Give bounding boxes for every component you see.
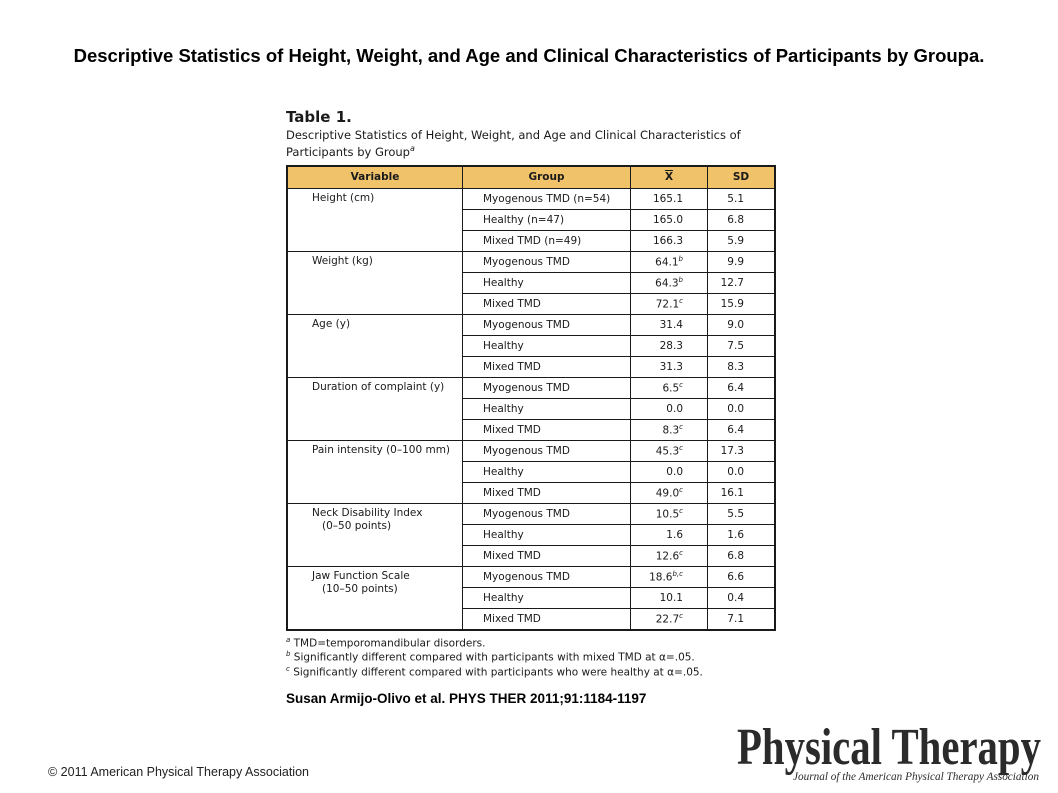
group-cell: Mixed TMD [463, 293, 631, 314]
physical-therapy-logo [733, 716, 1045, 788]
mean-value: 165.0 [652, 213, 683, 226]
mean-sup: c [679, 507, 683, 516]
variable-cell [287, 251, 463, 314]
mean-sup: b,c [672, 570, 683, 579]
sd-cell: 7.5 [708, 335, 776, 356]
mean-value: 45.3 [655, 445, 680, 458]
mean-sup: c [679, 444, 683, 453]
mean-value: 10.5 [655, 508, 680, 521]
group-cell: Mixed TMD [463, 356, 631, 377]
mean-cell [631, 230, 708, 251]
sd-cell: 1.6 [708, 524, 776, 545]
variable-cell [287, 566, 463, 630]
table-row [287, 314, 775, 335]
table-row [287, 503, 775, 524]
group-cell: Myogenous TMD (n=54) [463, 188, 631, 209]
variable-cell [287, 440, 463, 503]
group-cell: Mixed TMD [463, 608, 631, 630]
sd-cell: 8.3 [708, 356, 776, 377]
table-row [287, 440, 775, 461]
mean-cell [631, 398, 708, 419]
mean-cell [631, 545, 708, 566]
mean-cell [631, 356, 708, 377]
group-cell: Myogenous TMD [463, 251, 631, 272]
sd-cell: 6.6 [708, 566, 776, 587]
variable-cell [287, 314, 463, 377]
mean-value: 165.1 [652, 192, 683, 205]
footnote-mark: b [286, 650, 291, 659]
sd-cell: 6.4 [708, 419, 776, 440]
mean-cell [631, 566, 708, 587]
mean-value: 0.0 [666, 465, 683, 478]
sd-cell: 0.0 [708, 461, 776, 482]
sd-cell: 0.4 [708, 587, 776, 608]
variable-range: (0–50 points) [322, 519, 392, 532]
footnote-mark: c [286, 664, 290, 673]
mean-value: 6.5 [662, 382, 680, 395]
variable-name: Weight (kg) [312, 254, 373, 267]
mean-cell [631, 482, 708, 503]
group-cell: Myogenous TMD [463, 377, 631, 398]
footnote [286, 664, 776, 679]
mean-cell [631, 587, 708, 608]
footnote [286, 649, 776, 664]
sd-cell: 6.8 [708, 209, 776, 230]
group-cell: Mixed TMD [463, 545, 631, 566]
group-cell: Mixed TMD [463, 419, 631, 440]
variable-cell [287, 188, 463, 251]
mean-cell [631, 440, 708, 461]
group-cell: Healthy [463, 461, 631, 482]
citation: Susan Armijo-Olivo et al. PHYS THER 2011;91:1184-1197 [286, 691, 647, 706]
variable-name: Age (y) [312, 317, 351, 330]
sd-cell: 5.9 [708, 230, 776, 251]
table-row [287, 188, 775, 209]
table-row [287, 377, 775, 398]
mean-sup: c [679, 549, 683, 558]
mean-cell [631, 503, 708, 524]
table-label: Table 1. [286, 108, 352, 126]
mean-value: 1.6 [666, 528, 683, 541]
mean-cell [631, 272, 708, 293]
table-figure [286, 108, 776, 678]
logo-main-text: Physical Therapy [737, 719, 1041, 776]
table-row [287, 251, 775, 272]
copyright-notice: © 2011 American Physical Therapy Association [48, 765, 309, 779]
group-cell: Myogenous TMD [463, 503, 631, 524]
mean-sup: b [678, 276, 683, 285]
group-cell: Healthy (n=47) [463, 209, 631, 230]
group-cell: Mixed TMD (n=49) [463, 230, 631, 251]
mean-sup: c [679, 381, 683, 390]
sd-cell: 0.0 [708, 398, 776, 419]
mean-value: 0.0 [666, 402, 683, 415]
sd-cell: 12.7 [708, 272, 776, 293]
mean-value: 10.1 [659, 591, 683, 604]
group-cell: Myogenous TMD [463, 440, 631, 461]
mean-value: 28.3 [659, 339, 683, 352]
sd-cell: 15.9 [708, 293, 776, 314]
mean-value: 166.3 [652, 234, 683, 247]
header-group: Group [463, 166, 631, 189]
mean-cell [631, 188, 708, 209]
variable-cell [287, 503, 463, 566]
stats-table-body [287, 188, 775, 630]
variable-name: Neck Disability Index [312, 506, 423, 519]
table-header-row [287, 166, 775, 189]
group-cell: Myogenous TMD [463, 314, 631, 335]
mean-cell [631, 251, 708, 272]
sd-cell: 6.4 [708, 377, 776, 398]
mean-value: 8.3 [662, 424, 680, 437]
sd-cell: 6.8 [708, 545, 776, 566]
footnote-text: Significantly different compared with participants who were healthy at α=.05. [293, 666, 703, 679]
footnote-mark: a [286, 635, 291, 644]
mean-sup: c [679, 423, 683, 432]
mean-sup: c [679, 612, 683, 621]
mean-value: 72.1 [655, 298, 680, 311]
group-cell: Healthy [463, 335, 631, 356]
header-mean [631, 166, 708, 189]
variable-name: Jaw Function Scale [312, 569, 410, 582]
variable-cell [287, 377, 463, 440]
mean-sup: b [678, 255, 683, 264]
table-caption [286, 128, 776, 159]
sd-cell: 17.3 [708, 440, 776, 461]
mean-cell [631, 335, 708, 356]
sd-cell: 16.1 [708, 482, 776, 503]
sd-cell: 5.1 [708, 188, 776, 209]
mean-value: 22.7 [655, 613, 680, 626]
mean-value: 31.3 [659, 360, 683, 373]
sd-cell: 5.5 [708, 503, 776, 524]
mean-cell [631, 377, 708, 398]
mean-cell [631, 419, 708, 440]
table-footnotes [286, 635, 776, 679]
footnote-text: TMD=temporomandibular disorders. [293, 637, 486, 650]
variable-name: Duration of complaint (y) [312, 380, 445, 393]
mean-value: 64.1 [655, 256, 679, 269]
table-row [287, 566, 775, 587]
slide-title: Descriptive Statistics of Height, Weight, and Age and Clinical Characteristics of Participants by Groupa. [73, 45, 985, 66]
mean-sup: c [679, 486, 683, 495]
footnote [286, 635, 776, 650]
group-cell: Myogenous TMD [463, 566, 631, 587]
variable-name: Pain intensity (0–100 mm) [312, 443, 451, 456]
mean-value: 31.4 [659, 318, 683, 331]
variable-range: (10–50 points) [322, 582, 398, 595]
group-cell: Healthy [463, 398, 631, 419]
table-caption-mark: a [409, 144, 415, 153]
mean-value: 64.3 [655, 277, 679, 290]
mean-value: 18.6 [649, 571, 673, 584]
header-variable: Variable [287, 166, 463, 189]
stats-table [286, 165, 776, 631]
group-cell: Healthy [463, 524, 631, 545]
variable-name: Height (cm) [312, 191, 375, 204]
mean-sup: c [679, 297, 683, 306]
header-sd: SD [708, 166, 776, 189]
sd-cell: 7.1 [708, 608, 776, 630]
header-mean-symbol: $\overline{X}$ [664, 171, 674, 184]
mean-cell [631, 209, 708, 230]
footnote-text: Significantly different compared with participants with mixed TMD at α=.05. [293, 651, 695, 664]
mean-cell [631, 461, 708, 482]
group-cell: Healthy [463, 272, 631, 293]
mean-value: 49.0 [655, 487, 680, 500]
group-cell: Mixed TMD [463, 482, 631, 503]
sd-cell: 9.9 [708, 251, 776, 272]
logo-sub-text: Journal of the American Physical Therapy Association [793, 771, 1040, 783]
mean-value: 12.6 [655, 550, 680, 563]
mean-cell [631, 314, 708, 335]
mean-cell [631, 293, 708, 314]
mean-cell [631, 608, 708, 630]
sd-cell: 9.0 [708, 314, 776, 335]
mean-cell [631, 524, 708, 545]
table-caption-text: Descriptive Statistics of Height, Weight, and Age and Clinical Characteristics of Participants by Group [286, 128, 741, 159]
group-cell: Healthy [463, 587, 631, 608]
